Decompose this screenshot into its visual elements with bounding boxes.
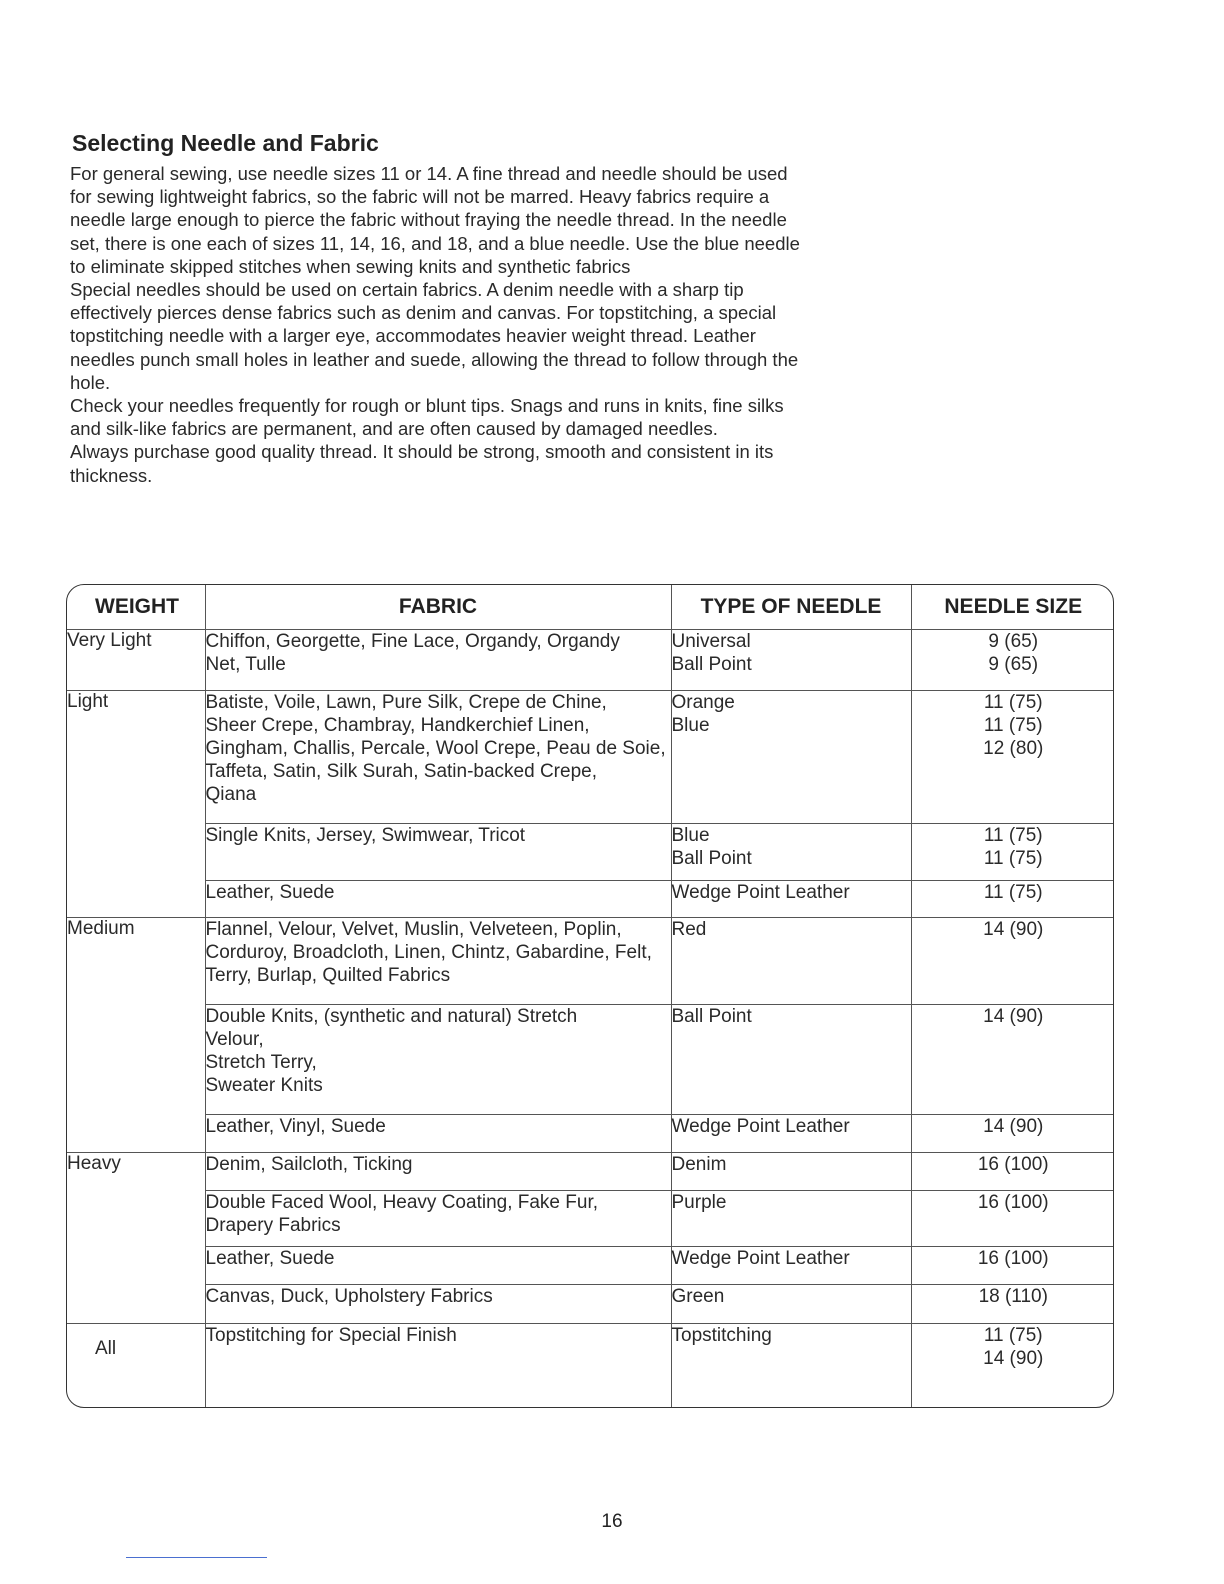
fabric-line: Batiste, Voile, Lawn, Pure Silk, Crepe de Chine, [205,692,607,713]
needle-type-cell [671,1115,911,1153]
fabric-line: Leather, Suede [205,882,335,903]
size-line: 18 (110) [978,1286,1048,1307]
table-row [67,1324,1114,1408]
fabric-line: Qiana [205,784,257,805]
size-line: 11 (75) [983,848,1043,869]
needle-line: Purple [671,1192,727,1213]
size-line: 14 (90) [983,1348,1044,1369]
size-line: 16 (100) [977,1154,1049,1175]
needle-type-cell [671,630,911,691]
fabric-cell [205,1191,671,1247]
fabric-cell [205,1285,671,1324]
table-header-row [67,585,1114,630]
fabric-line: Single Knits, Jersey, Swimwear, Tricot [205,825,526,846]
fabric-line: Sweater Knits [205,1075,323,1096]
paragraph-thread-quality: Always purchase good quality thread. It should be strong, smooth and consistent in its thickness. [70,441,774,486]
fabric-line: Denim, Sailcloth, Ticking [205,1154,413,1175]
table-row [67,1247,1114,1285]
fabric-cell [205,824,671,881]
fabric-line: Terry, Burlap, Quilted Fabrics [205,965,451,986]
needle-line: Blue [671,825,710,846]
needle-size-cell [911,1005,1114,1115]
needle-type-cell [671,1285,911,1324]
needle-size-cell [911,824,1114,881]
fabric-cell [205,881,671,918]
size-line: 9 (65) [988,654,1039,675]
needle-size-cell [911,1115,1114,1153]
table-row [67,630,1114,691]
needle-fabric-table [67,585,1114,1407]
table-row [67,881,1114,918]
header-weight: WEIGHT [67,585,205,630]
size-line: 11 (75) [983,882,1043,903]
needle-type-cell [671,1005,911,1115]
table-row [67,1115,1114,1153]
intro-text [70,162,800,487]
needle-size-cell [911,1285,1114,1324]
needle-line: Universal [671,631,751,652]
fabric-cell [205,691,671,824]
needle-type-cell [671,1191,911,1247]
fabric-line: Gingham, Challis, Percale, Wool Crepe, Peau de Soie, [205,738,666,759]
needle-type-cell [671,881,911,918]
size-line: 12 (80) [983,738,1044,759]
fabric-line: Corduroy, Broadcloth, Linen, Chintz, Gabardine, Felt, [205,942,652,963]
needle-size-cell [911,918,1114,1005]
paragraph-special-needles: Special needles should be used on certain fabrics. A denim needle with a sharp tip effectively pierces dense fabrics such as denim and canvas. For topstitching, a special topstitching needle with a larger eye, accommodates heavier weight thread. Leather needles punch small holes in leather and suede, allowing the thread to follow through the hole. [70,279,799,393]
needle-line: Wedge Point Leather [671,1116,850,1137]
fabric-line: Stretch Terry, [205,1052,317,1073]
fabric-cell [205,1115,671,1153]
fabric-cell [205,1153,671,1191]
fabric-cell [205,1005,671,1115]
footer-rule [126,1557,267,1558]
paragraph-needle-sizes: For general sewing, use needle sizes 11 or 14. A fine thread and needle should be used for sewing lightweight fabrics, so the fabric will not be marred. Heavy fabrics require a needle large enough to pierce the fabric without fraying the needle thread. In the needle set, there is one each of sizes 11, 14, 16, and 18, and a blue needle. Use the blue needle to eliminate skipped stitches when sewing knits and synthetic fabrics [70,163,800,277]
table-row [67,918,1114,1005]
needle-line: Orange [671,692,735,713]
needle-line: Ball Point [671,1006,752,1027]
needle-size-cell [911,1153,1114,1191]
header-needle-size: NEEDLE SIZE [911,585,1114,630]
weight-cell: Light [67,691,205,918]
needle-type-cell [671,918,911,1005]
needle-line: Topstitching [671,1325,772,1346]
size-line: 11 (75) [983,715,1043,736]
header-type-of-needle: TYPE OF NEEDLE [671,585,911,630]
needle-type-cell [671,1324,911,1408]
needle-line: Wedge Point Leather [671,1248,850,1269]
fabric-line: Canvas, Duck, Upholstery Fabrics [205,1286,493,1307]
size-line: 14 (90) [983,1116,1044,1137]
needle-fabric-chart [66,584,1114,1408]
weight-cell: Heavy [67,1153,205,1324]
needle-line: Wedge Point Leather [671,882,850,903]
section-title: Selecting Needle and Fabric [72,130,379,156]
fabric-line: Sheer Crepe, Chambray, Handkerchief Linen, [205,715,590,736]
weight-cell: All [67,1324,205,1408]
fabric-line: Taffeta, Satin, Silk Surah, Satin-backed Crepe, [205,761,597,782]
needle-size-cell [911,1247,1114,1285]
table-row [67,1153,1114,1191]
fabric-cell [205,630,671,691]
needle-line: Blue [671,715,710,736]
table-row [67,1285,1114,1324]
page-number: 16 [601,1511,623,1532]
fabric-line: Velour, [205,1029,264,1050]
size-line: 11 (75) [983,825,1043,846]
fabric-line: Double Knits, (synthetic and natural) Stretch [205,1006,578,1027]
needle-type-cell [671,691,911,824]
needle-size-cell [911,881,1114,918]
needle-line: Ball Point [671,654,752,675]
needle-line: Ball Point [671,848,752,869]
fabric-line: Topstitching for Special Finish [205,1325,457,1346]
fabric-cell [205,918,671,1005]
size-line: 14 (90) [983,919,1044,940]
needle-type-cell [671,1247,911,1285]
size-line: 14 (90) [983,1006,1044,1027]
table-row [67,1191,1114,1247]
fabric-line: Chiffon, Georgette, Fine Lace, Organdy, Organdy [205,631,620,652]
weight-cell: Medium [67,918,205,1153]
size-line: 11 (75) [983,692,1043,713]
header-fabric: FABRIC [205,585,671,630]
fabric-line: Double Faced Wool, Heavy Coating, Fake Fur, [205,1192,599,1213]
needle-size-cell [911,691,1114,824]
needle-type-cell [671,824,911,881]
weight-cell: Very Light [67,630,205,691]
table-row [67,691,1114,824]
needle-size-cell [911,1324,1114,1408]
fabric-line: Leather, Vinyl, Suede [205,1116,386,1137]
needle-line: Green [671,1286,725,1307]
table-row [67,824,1114,881]
fabric-line: Flannel, Velour, Velvet, Muslin, Velveteen, Poplin, [205,919,622,940]
fabric-cell [205,1324,671,1408]
needle-line: Red [671,919,707,940]
paragraph-check-needles: Check your needles frequently for rough or blunt tips. Snags and runs in knits, fine silks and silk-like fabrics are permanent, and are often caused by damaged needles. [70,395,784,440]
size-line: 16 (100) [977,1192,1049,1213]
table-row [67,1005,1114,1115]
needle-line: Denim [671,1154,727,1175]
needle-size-cell [911,1191,1114,1247]
size-line: 9 (65) [988,631,1039,652]
fabric-line: Leather, Suede [205,1248,335,1269]
size-line: 16 (100) [977,1248,1049,1269]
fabric-line: Drapery Fabrics [205,1215,341,1236]
fabric-line: Net, Tulle [205,654,286,675]
size-line: 11 (75) [983,1325,1043,1346]
fabric-cell [205,1247,671,1285]
needle-size-cell [911,630,1114,691]
needle-type-cell [671,1153,911,1191]
